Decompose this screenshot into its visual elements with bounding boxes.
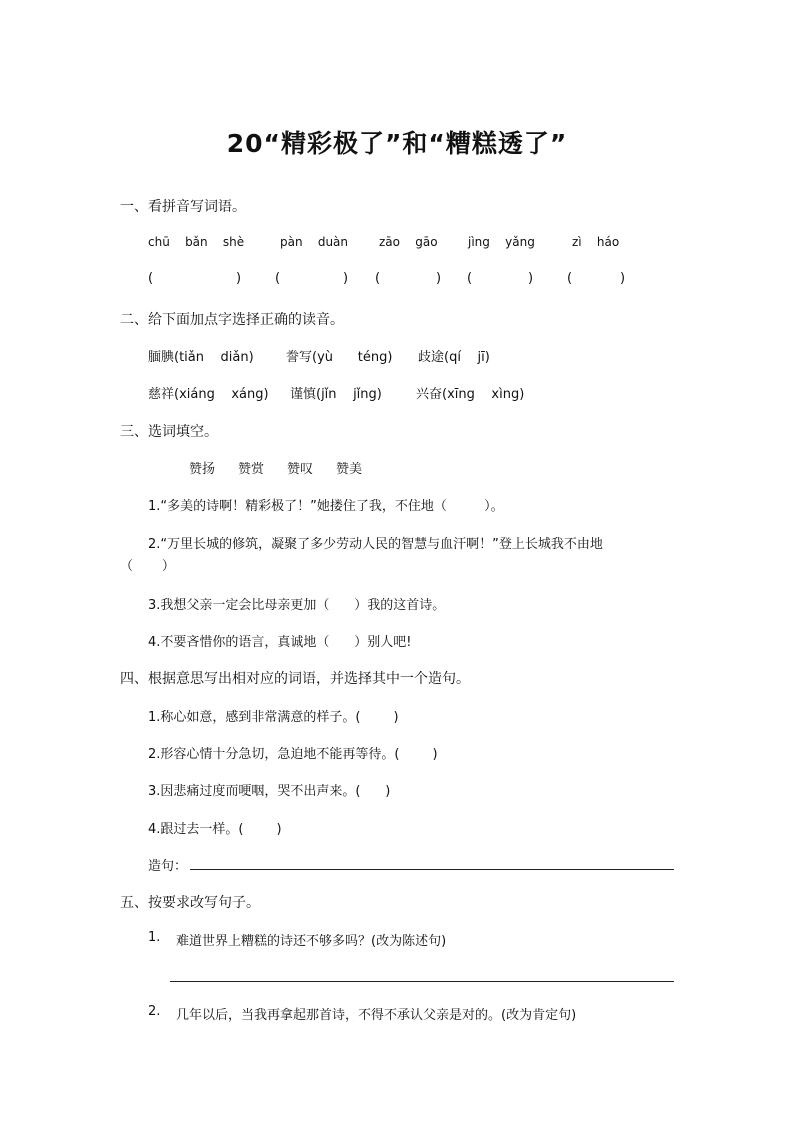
- fill-question-3: 3.我想父亲一定会比母亲更加（ ）我的这首诗。: [148, 598, 446, 613]
- word-choice-4: 赞美: [336, 462, 363, 477]
- answer-paren-close-2: ): [343, 271, 349, 286]
- pinyin-5: zì háo: [572, 235, 620, 249]
- answer-paren-close-4: ): [528, 271, 534, 286]
- reading-item-1: 腼腆(tiǎn diǎn): [148, 350, 254, 365]
- rewrite-number-2: 2.: [148, 1004, 161, 1019]
- answer-paren-close-5: ): [620, 271, 626, 286]
- reading-item-3: 歧途(qí jī): [418, 350, 490, 365]
- meaning-question-3: 3.因悲痛过度而哽咽，哭不出声来。( ): [148, 784, 391, 799]
- section-5-heading: 五、按要求改写句子。: [120, 895, 260, 911]
- answer-paren-close-3: ): [436, 271, 442, 286]
- rewrite-question-2: 几年以后，当我再拿起那首诗，不得不承认父亲是对的。(改为肯定句): [176, 1008, 577, 1023]
- word-choice-3: 赞叹: [287, 462, 314, 477]
- section-3-heading: 三、选词填空。: [120, 424, 218, 440]
- meaning-question-2: 2.形容心情十分急切，急迫地不能再等待。( ): [148, 747, 438, 762]
- pinyin-2: pàn duàn: [280, 235, 349, 249]
- meaning-question-1: 1.称心如意，感到非常满意的样子。( ): [148, 710, 399, 725]
- answer-paren-close-1: ): [236, 271, 242, 286]
- reading-item-2: 誊写(yù téng): [286, 350, 393, 365]
- reading-item-4: 慈祥(xiáng xáng): [148, 387, 269, 402]
- answer-paren-open-5: (: [567, 271, 573, 286]
- pinyin-3: zāo gāo: [379, 235, 438, 249]
- answer-paren-open-3: (: [375, 271, 381, 286]
- word-choice-1: 赞扬: [189, 462, 216, 477]
- pinyin-4: jìng yǎng: [468, 235, 535, 249]
- answer-paren-open-4: (: [467, 271, 473, 286]
- sentence-answer-line[interactable]: [190, 869, 674, 870]
- answer-paren-open-2: (: [275, 271, 281, 286]
- rewrite-answer-line-1[interactable]: [170, 981, 674, 982]
- page-title: 20“精彩极了”和“糟糕透了”: [226, 129, 568, 158]
- fill-question-4: 4.不要吝惜你的语言，真诚地（ ）别人吧!: [148, 635, 412, 650]
- word-choice-2: 赞赏: [238, 462, 265, 477]
- fill-question-1: 1.“多美的诗啊！精彩极了！”她搂住了我，不住地（ ）。: [148, 499, 504, 514]
- answer-paren-open-1: (: [148, 271, 154, 286]
- fill-question-2: 2.“万里长城的修筑，凝聚了多少劳动人民的智慧与血汗啊！”登上长城我不由地: [148, 537, 603, 552]
- rewrite-number-1: 1.: [148, 930, 161, 945]
- section-4-heading: 四、根据意思写出相对应的词语，并选择其中一个造句。: [120, 671, 470, 687]
- section-2-heading: 二、给下面加点字选择正确的读音。: [120, 312, 344, 328]
- sentence-label: 造句：: [148, 859, 188, 874]
- rewrite-question-1: 难道世界上糟糕的诗还不够多吗？(改为陈述句): [176, 934, 447, 949]
- reading-item-5: 谨慎(jǐn jǐng): [290, 387, 382, 402]
- pinyin-1: chū bǎn shè: [148, 235, 245, 249]
- meaning-question-4: 4.跟过去一样。( ): [148, 822, 282, 837]
- fill-question-2-blank: （ ）: [120, 559, 175, 574]
- reading-item-6: 兴奋(xīng xìng): [416, 387, 525, 402]
- section-1-heading: 一、看拼音写词语。: [120, 199, 246, 215]
